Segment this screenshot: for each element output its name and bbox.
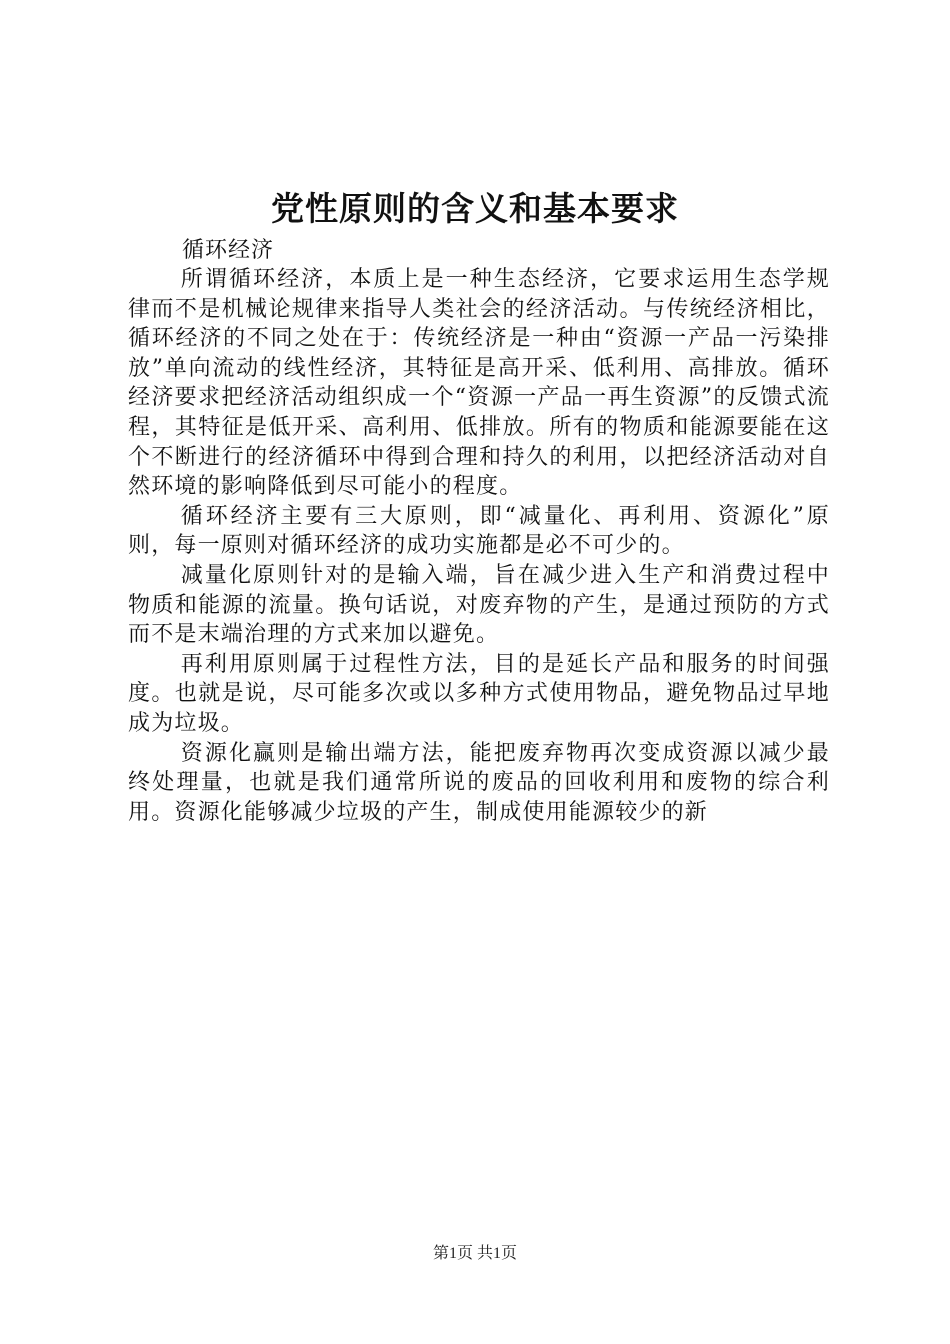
paragraph-principles: 循环经济主要有三大原则，即“减量化、再利用、资源化”原则，每一原则对循环经济的成功实施都是必不可少的。 xyxy=(128,503,830,559)
document-body xyxy=(128,236,830,827)
section-subheading: 循环经济 xyxy=(182,238,275,263)
document-title: 党性原则的含义和基本要求 xyxy=(271,189,679,228)
paragraph-recycle: 资源化赢则是输出端方法，能把废弃物再次变成资源以减少最终处理量，也就是我们通常所说的废品的回收利用和废物的综合利用。资源化能够减少垃圾的产生，制成使用能源较少的新 xyxy=(128,740,830,825)
paragraph-reuse: 再利用原则属于过程性方法，目的是延长产品和服务的时间强度。也就是说，尽可能多次或以多种方式使用物品，避免物品过早地成为垃圾。 xyxy=(128,651,830,736)
page-footer: 第1页 共1页 xyxy=(432,1245,517,1262)
paragraph-definition: 所谓循环经济，本质上是一种生态经济，它要求运用生态学规律而不是机械论规律来指导人类社会的经济活动。与传统经济相比，循环经济的不同之处在于：传统经济是一种由“资源一产品一污染排放”单向流动的线性经济，其特征是高开采、低利用、高排放。循环经济要求把经济活动组织成一个“资源一产品一再生资源”的反馈式流程，其特征是低开采、高利用、低排放。所有的物质和能源要能在这个不断进行的经济循环中得到合理和持久的利用，以把经济活动对自然环境的影响降低到尽可能小的程度。 xyxy=(128,267,830,500)
paragraph-reduce: 减量化原则针对的是输入端，旨在减少进入生产和消费过程中物质和能源的流量。换句话说，对废弃物的产生，是通过预防的方式而不是末端治理的方式来加以避免。 xyxy=(128,562,830,648)
